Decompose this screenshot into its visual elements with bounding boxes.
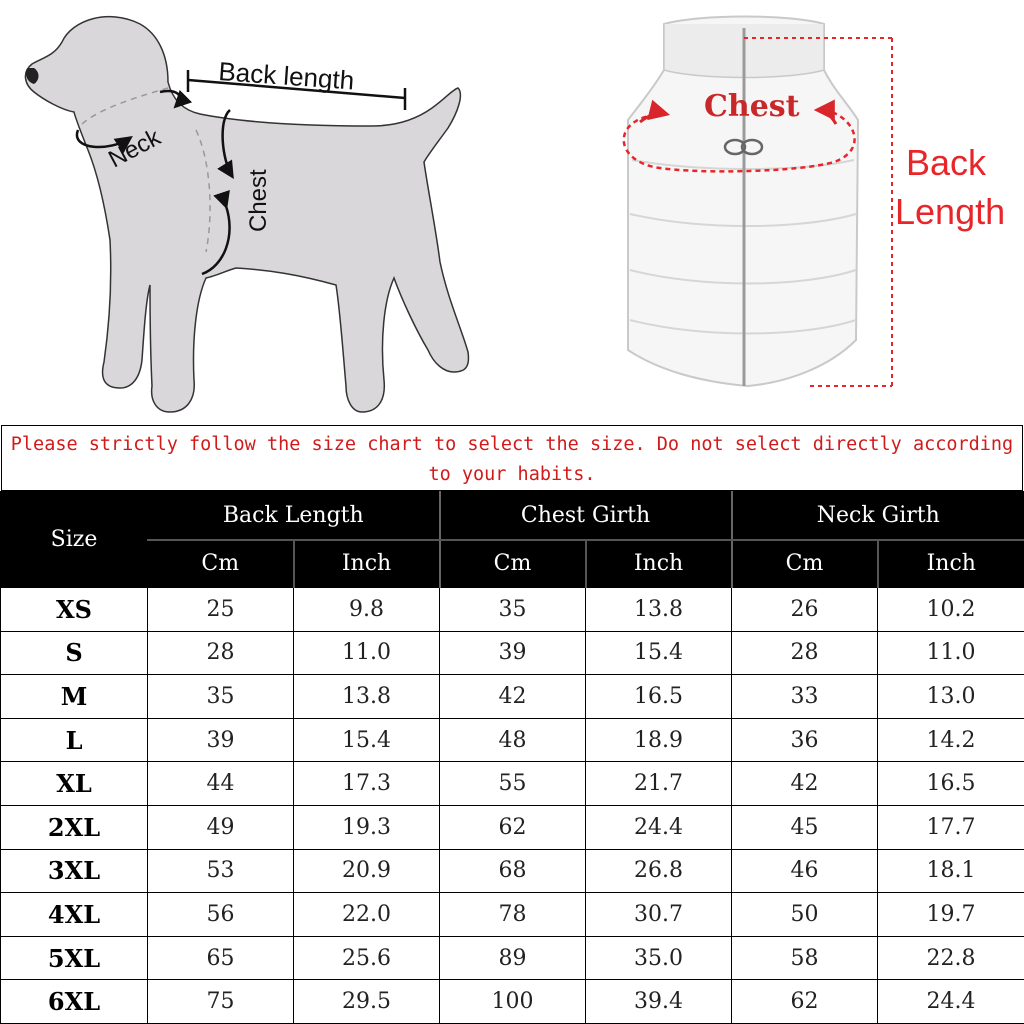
measurement-cell: 78	[440, 893, 586, 937]
measurement-cell: 39	[148, 718, 294, 762]
size-cell: XS	[1, 588, 148, 632]
vest-image	[628, 17, 858, 387]
measurement-cell: 10.2	[878, 588, 1024, 632]
size-column-header: Size	[1, 492, 148, 588]
vest-back-label-line2: Length	[895, 191, 1006, 232]
measurement-illustration	[0, 0, 1024, 425]
measurement-cell: 89	[440, 936, 586, 980]
measurement-cell: 22.8	[878, 936, 1024, 980]
measurement-cell: 13.8	[586, 588, 732, 632]
back-length-measure	[188, 56, 405, 110]
measurement-cell: 21.7	[586, 762, 732, 806]
measurement-cell: 53	[148, 849, 294, 893]
measurement-cell: 100	[440, 980, 586, 1024]
unit-header: Inch	[586, 540, 732, 588]
neck-girth-header: Neck Girth	[732, 492, 1024, 540]
table-row	[1, 631, 1024, 675]
measurement-cell: 65	[148, 936, 294, 980]
back-length-header: Back Length	[148, 492, 440, 540]
table-row	[1, 936, 1024, 980]
chest-girth-header: Chest Girth	[440, 492, 732, 540]
measurement-cell: 39.4	[586, 980, 732, 1024]
measurement-cell: 13.0	[878, 675, 1024, 719]
size-table-body	[1, 588, 1024, 1024]
size-cell: M	[1, 675, 148, 719]
measurement-cell: 58	[732, 936, 878, 980]
measurement-cell: 25.6	[294, 936, 440, 980]
measurement-cell: 26.8	[586, 849, 732, 893]
size-cell: 3XL	[1, 849, 148, 893]
measurement-cell: 16.5	[586, 675, 732, 719]
measurement-cell: 42	[732, 762, 878, 806]
measurement-cell: 39	[440, 631, 586, 675]
measurement-cell: 17.3	[294, 762, 440, 806]
measurement-cell: 48	[440, 718, 586, 762]
measurement-cell: 75	[148, 980, 294, 1024]
measurement-cell: 18.1	[878, 849, 1024, 893]
measurement-cell: 16.5	[878, 762, 1024, 806]
measurement-cell: 19.3	[294, 805, 440, 849]
measurement-cell: 46	[732, 849, 878, 893]
measurement-cell: 14.2	[878, 718, 1024, 762]
table-row	[1, 762, 1024, 806]
measurement-cell: 24.4	[586, 805, 732, 849]
size-cell: S	[1, 631, 148, 675]
size-cell: 5XL	[1, 936, 148, 980]
vest-chest-label: Chest	[704, 89, 800, 124]
measurement-cell: 17.7	[878, 805, 1024, 849]
measurement-cell: 62	[732, 980, 878, 1024]
measurement-cell: 35	[440, 588, 586, 632]
unit-header: Cm	[148, 540, 294, 588]
table-row	[1, 849, 1024, 893]
measurement-cell: 28	[732, 631, 878, 675]
table-row	[1, 675, 1024, 719]
measurement-cell: 26	[732, 588, 878, 632]
table-row	[1, 893, 1024, 937]
chest-label: Chest	[245, 169, 272, 232]
table-row	[1, 588, 1024, 632]
size-cell: XL	[1, 762, 148, 806]
size-notice: Please strictly follow the size chart to select the size. Do not select directly according to your habits.	[1, 425, 1023, 491]
unit-header: Cm	[440, 540, 586, 588]
measurement-cell: 28	[148, 631, 294, 675]
measurement-cell: 11.0	[294, 631, 440, 675]
measurement-cell: 9.8	[294, 588, 440, 632]
measurement-cell: 22.0	[294, 893, 440, 937]
measurement-cell: 18.9	[586, 718, 732, 762]
measurement-cell: 42	[440, 675, 586, 719]
table-row	[1, 805, 1024, 849]
unit-header: Cm	[732, 540, 878, 588]
measurement-cell: 35.0	[586, 936, 732, 980]
measurement-cell: 13.8	[294, 675, 440, 719]
measurement-cell: 62	[440, 805, 586, 849]
table-header-row	[1, 492, 1024, 540]
measurement-cell: 68	[440, 849, 586, 893]
measurement-cell: 20.9	[294, 849, 440, 893]
table-row	[1, 980, 1024, 1024]
size-cell: 2XL	[1, 805, 148, 849]
measurement-cell: 30.7	[586, 893, 732, 937]
measurement-cell: 50	[732, 893, 878, 937]
measurement-cell: 29.5	[294, 980, 440, 1024]
unit-header: Inch	[878, 540, 1024, 588]
measurement-cell: 11.0	[878, 631, 1024, 675]
size-cell: L	[1, 718, 148, 762]
size-chart-table	[0, 491, 1024, 1024]
table-unit-row	[1, 540, 1024, 588]
measurement-cell: 24.4	[878, 980, 1024, 1024]
size-cell: 4XL	[1, 893, 148, 937]
neck-label: Neck	[104, 123, 166, 174]
measurement-cell: 15.4	[294, 718, 440, 762]
size-cell: 6XL	[1, 980, 148, 1024]
measurement-cell: 36	[732, 718, 878, 762]
measurement-cell: 15.4	[586, 631, 732, 675]
unit-header: Inch	[294, 540, 440, 588]
table-row	[1, 718, 1024, 762]
measurement-cell: 49	[148, 805, 294, 849]
measurement-cell: 19.7	[878, 893, 1024, 937]
back-length-label: Back length	[217, 56, 356, 96]
measurement-cell: 25	[148, 588, 294, 632]
measurement-cell: 56	[148, 893, 294, 937]
measurement-cell: 35	[148, 675, 294, 719]
vest-back-label-line1: Back	[906, 142, 987, 183]
measurement-cell: 44	[148, 762, 294, 806]
measurement-cell: 45	[732, 805, 878, 849]
measurement-cell: 55	[440, 762, 586, 806]
measurement-cell: 33	[732, 675, 878, 719]
